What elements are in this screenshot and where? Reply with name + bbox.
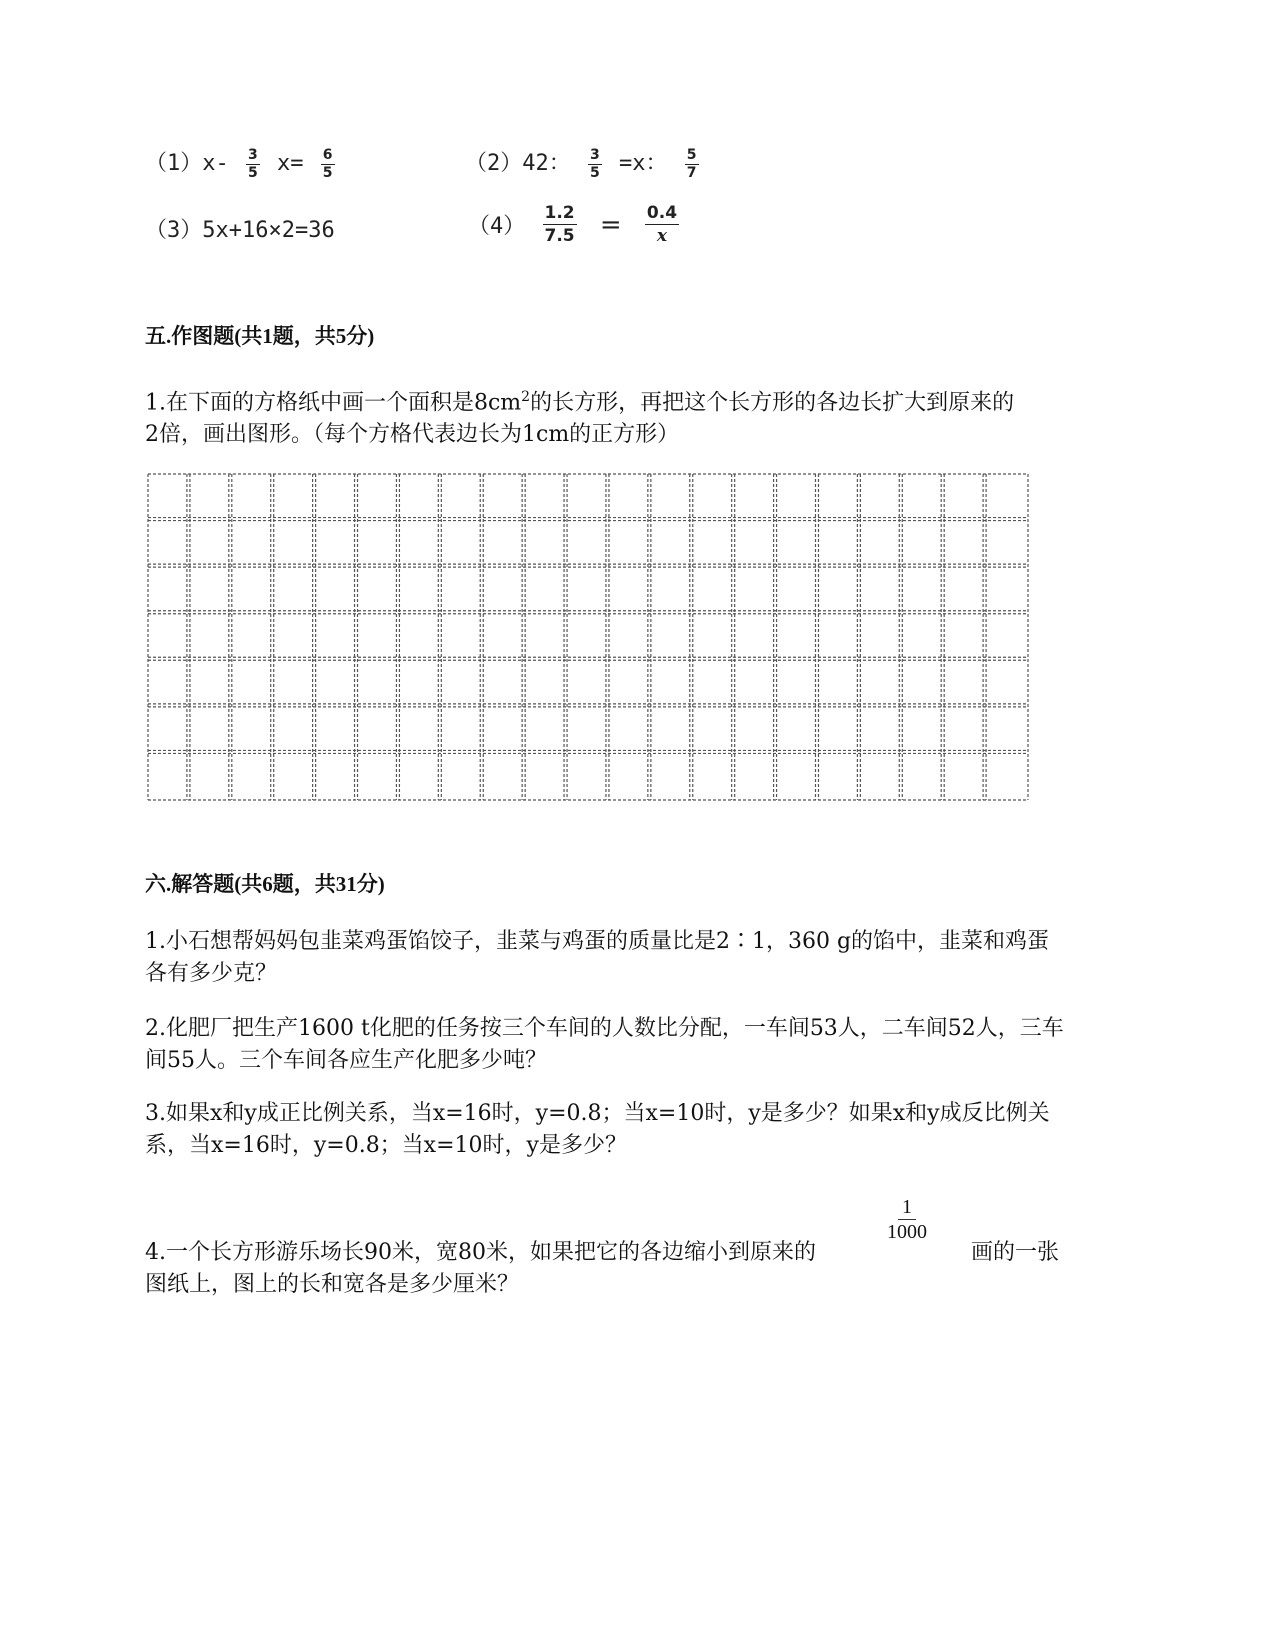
equation-2 [465,146,703,182]
q4-text-line2: 图纸上，图上的长和宽各是多少厘米？ [145,1272,520,1297]
grid-lines [148,474,1028,800]
equation-4 [468,202,683,247]
section6-question-2: 2.化肥厂把生产1600 t化肥的任务按三个车间的人数比分配，一车间53人，二车间52人，三车间55人。三个车间各应生产化肥多少吨？ [145,1016,1064,1073]
eq1-fraction-a: $\frac{3}{5}$ [248,146,258,181]
eq4-fraction-right: $\frac{0.4}{x}$ [646,203,678,246]
eq2-pre: 42： [522,151,571,176]
grid-paper [146,472,1030,802]
eq4-equals: = [599,209,622,240]
eq3-text: 5x+16×2=36 [202,218,335,243]
section6-question-3: 3.如果x和y成正比例关系，当x=16时，y=0.8；当x=10时，y是多少？如果x和y成反比例关系，当x=16时，y=0.8；当x=10时，y是多少？ [145,1101,1050,1158]
section6-heading: 六.解答题(共6题，共31分) [145,872,385,896]
equation-3 [145,213,335,244]
eq2-mid: =x： [619,151,668,176]
eq1-pre: x- [202,151,229,176]
eq4-label: （4） [468,214,526,239]
equation-1 [145,146,339,182]
eq4-fraction-left: $\frac{1.2}{7.5}$ [544,203,575,246]
section6-question-1: 1.小石想帮妈妈包韭菜鸡蛋馅饺子，韭菜与鸡蛋的质量比是2∶1，360 g的馅中，韭菜和鸡蛋各有多少克？ [145,929,1050,986]
eq1-label: （1） [145,151,203,176]
eq2-fraction-b: $\frac{5}{7}$ [686,146,697,181]
section5-heading: 五.作图题(共1题，共5分) [145,324,375,348]
q4-text-a: 4.一个长方形游乐场长90米，宽80米，如果把它的各边缩小到原来的 [145,1240,816,1265]
eq2-fraction-a: $\frac{3}{5}$ [590,146,600,181]
section6-question-4 [145,1195,1105,1305]
eq2-label: （2） [465,151,523,176]
eq1-mid: x= [277,151,304,176]
q4-fraction: $\frac{1}{1000}$ [887,1196,927,1243]
section5-question-1: 1.在下面的方格纸中画一个面积是$8cm^2$的长方形，再把这个长方形的各边长扩大到原来的 2倍，画出图形。（每个方格代表边长为1cm的正方形） [145,389,1015,448]
q4-text-b: 画的一张 [971,1240,1060,1265]
eq1-fraction-b: $\frac{6}{5}$ [322,146,333,181]
eq3-label: （3） [145,218,203,243]
